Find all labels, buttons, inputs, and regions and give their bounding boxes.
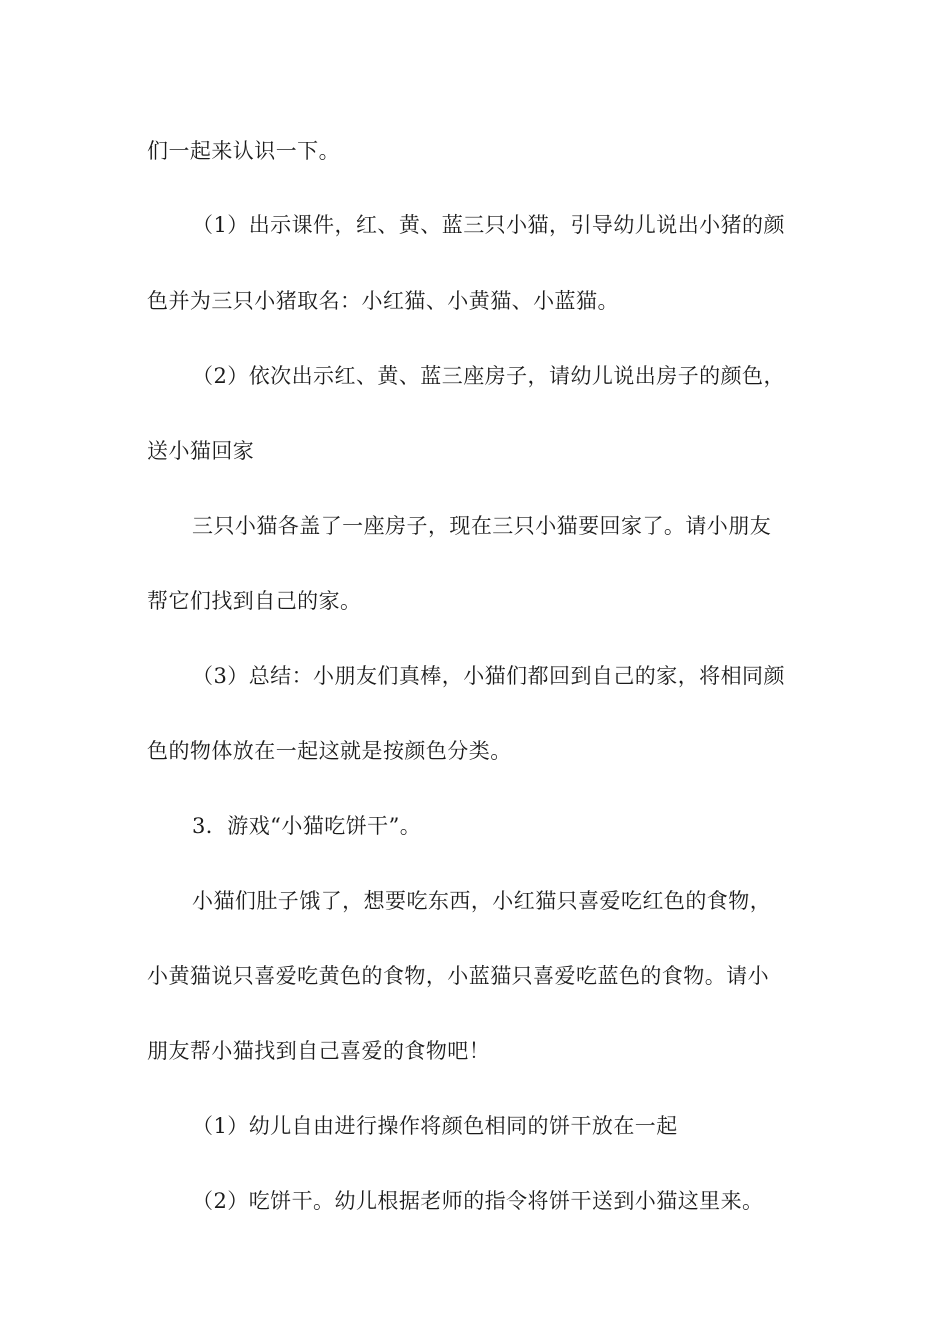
text-line-11: 小猫们肚子饿了，想要吃东西，小红猫只喜爱吃红色的食物， bbox=[192, 889, 772, 913]
text-line-10: 3．游戏“小猫吃饼干”。 bbox=[192, 814, 422, 838]
text-line-3: 色并为三只小猪取名：小红猫、小黄猫、小蓝猫。 bbox=[147, 289, 619, 313]
text-line-2: （1）出示课件，红、黄、蓝三只小猫，引导幼儿说出小猪的颜 bbox=[192, 213, 785, 237]
text-line-13: 朋友帮小猫找到自己喜爱的食物吧！ bbox=[147, 1039, 491, 1063]
text-line-7: 帮它们找到自己的家。 bbox=[147, 589, 362, 613]
text-line-8: （3）总结：小朋友们真棒，小猫们都回到自己的家，将相同颜 bbox=[192, 664, 785, 688]
text-line-14: （1）幼儿自由进行操作将颜色相同的饼干放在一起 bbox=[192, 1114, 678, 1138]
text-line-12: 小黄猫说只喜爱吃黄色的食物，小蓝猫只喜爱吃蓝色的食物。请小 bbox=[147, 964, 770, 988]
text-line-6: 三只小猫各盖了一座房子，现在三只小猫要回家了。请小朋友 bbox=[192, 514, 772, 538]
text-line-9: 色的物体放在一起这就是按颜色分类。 bbox=[147, 739, 512, 763]
text-line-15: （2）吃饼干。幼儿根据老师的指令将饼干送到小猫这里来。 bbox=[192, 1189, 764, 1213]
text-line-4: （2）依次出示红、黄、蓝三座房子，请幼儿说出房子的颜色， bbox=[192, 364, 785, 388]
text-line-5: 送小猫回家 bbox=[147, 439, 255, 463]
text-line-1: 们一起来认识一下。 bbox=[147, 139, 341, 163]
